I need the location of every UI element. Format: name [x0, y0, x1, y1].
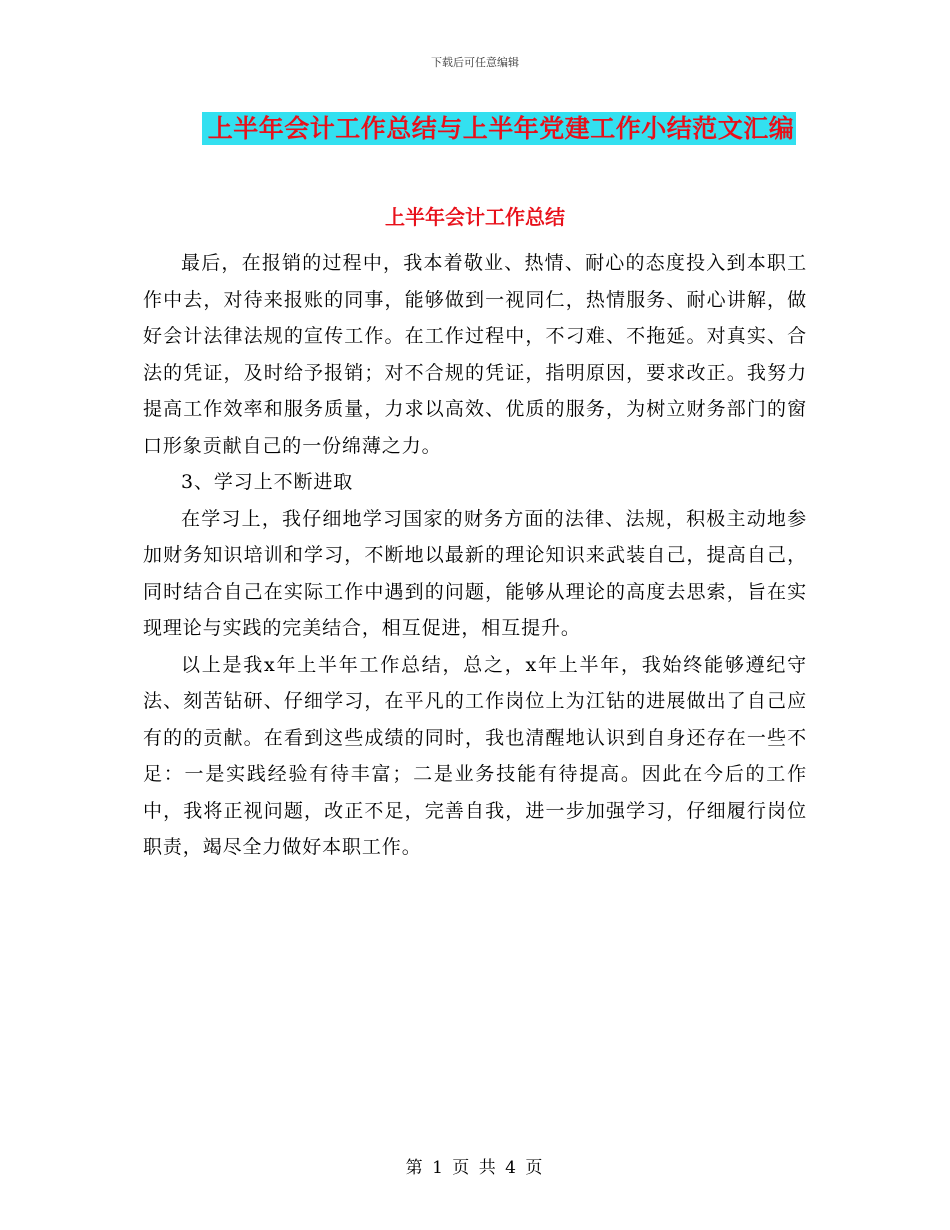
subheading-learning: 3、学习上不断进取 — [181, 471, 354, 493]
page-footer: 第 1 页 共 4 页 — [405, 1158, 545, 1178]
document-title: 上半年会计工作总结与上半年党建工作小结范文汇编 — [202, 112, 797, 145]
paragraph-summary: 以上是我x年上半年工作总结，总之，x年上半年，我始终能够遵纪守法、刻苦钻研、仔细学习，在平凡的工作岗位上为江钻的进展做出了自己应有的的贡献。在看到这些成绩的同时，我也清醒地认识到自身还存在一些不足：一是实践经验有待丰富；二是业务技能有待提高。因此在今后的工作中，我将正视问题，改正不足，完善自我，进一步加强学习，仔细履行岗位职责，竭尽全力做好本职工作。 — [143, 653, 807, 858]
section-title: 上半年会计工作总结 — [385, 205, 565, 229]
document-body — [143, 245, 807, 866]
paragraph-learning: 在学习上，我仔细地学习国家的财务方面的法律、法规，积极主动地参加财务知识培训和学习，不断地以最新的理论知识来武装自己，提高自己，同时结合自己在实际工作中遇到的问题，能够从理论的高度去思索，旨在实现理论与实践的完美结合，相互促进，相互提升。 — [143, 507, 807, 639]
document-title-container — [0, 112, 950, 145]
paragraph-closing-reimbursement: 最后，在报销的过程中，我本着敬业、热情、耐心的态度投入到本职工作中去，对待来报账的同事，能够做到一视同仁，热情服务、耐心讲解，做好会计法律法规的宣传工作。在工作过程中，不刁难、不拖延。对真实、合法的凭证，及时给予报销；对不合规的凭证，指明原因，要求改正。我努力提高工作效率和服务质量，力求以高效、优质的服务，为树立财务部门的窗口形象贡献自己的一份绵薄之力。 — [143, 252, 807, 457]
header-note: 下载后可任意编辑 — [431, 56, 519, 69]
